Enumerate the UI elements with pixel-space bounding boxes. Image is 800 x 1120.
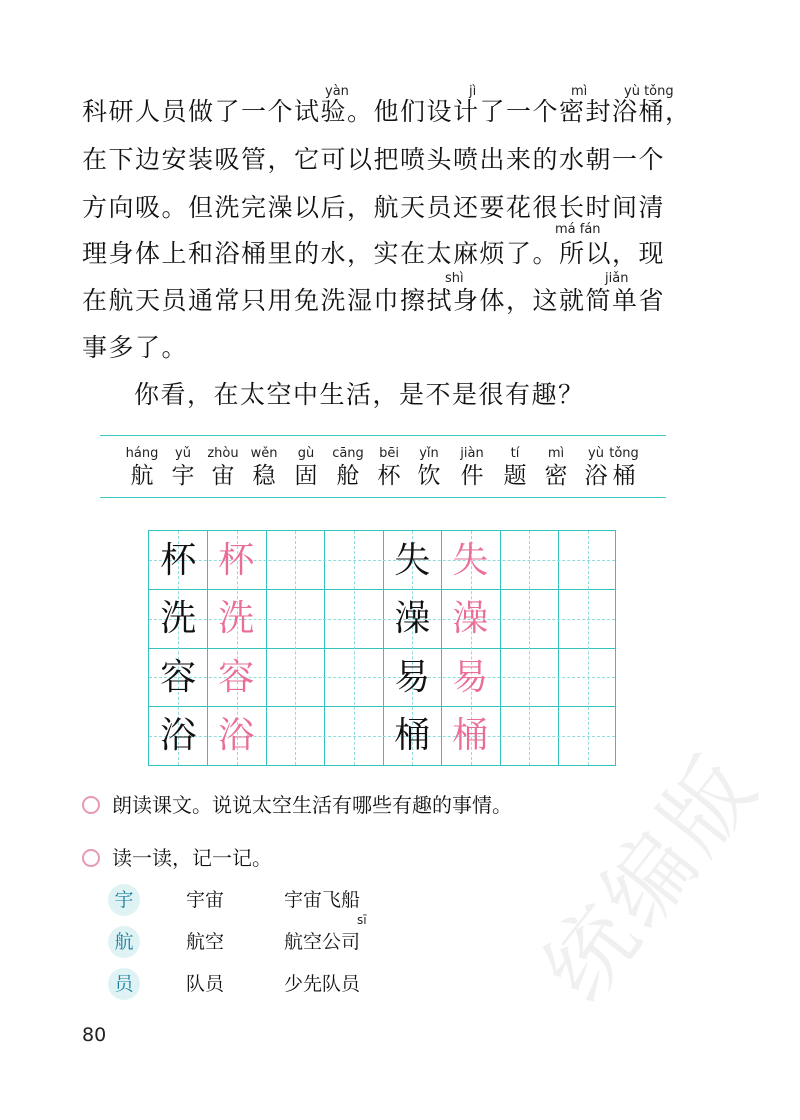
highlight-char: 员 [108, 968, 140, 1000]
band-top-line [100, 435, 666, 436]
paragraph-line: 方向吸。但洗完澡以后，航天员还要花很长时间清 [82, 193, 666, 222]
vocab-item: yù 浴 [584, 446, 608, 489]
word-row [108, 968, 408, 1000]
question-line: 你看，在太空中生活，是不是很有趣？ [134, 380, 585, 409]
circle-bullet-icon [82, 796, 100, 814]
paragraph-line: 科研人员做了一个试验。他们设计了一个密封浴桶， [82, 97, 692, 126]
watermark: 统编版 [523, 734, 779, 1020]
word-long: 少先队员 [284, 973, 361, 995]
pinyin-annotation: jiǎn [605, 271, 629, 286]
vocab-item: zhòu 宙 [207, 446, 239, 489]
model-char: 杯 [160, 540, 197, 581]
vocab-item: mì 密 [544, 446, 568, 489]
trace-char: 杯 [218, 540, 255, 581]
trace-char: 澡 [452, 598, 489, 639]
pinyin-annotation: má fán [555, 222, 601, 237]
pinyin-annotation: mì [571, 84, 588, 99]
pinyin-annotation: jì [469, 84, 477, 99]
paragraph-line: 在下边安装吸管，它可以把喷头喷出来的水朝一个 [82, 145, 666, 174]
vocab-item: háng 航 [125, 446, 159, 489]
trace-char: 易 [452, 657, 489, 698]
vocab-item: tǒng 桶 [609, 446, 639, 489]
highlight-char: 宇 [108, 884, 140, 916]
word-long: 宇宙飞船 [284, 889, 361, 911]
model-char: 易 [394, 657, 431, 698]
trace-char: 浴 [218, 715, 255, 756]
circle-bullet-icon [82, 849, 100, 867]
vocab-item: cāng 舱 [332, 446, 364, 489]
model-char: 澡 [394, 598, 431, 639]
writing-grid [148, 530, 616, 766]
vocab-item: tí 题 [503, 446, 527, 489]
trace-char: 桶 [452, 715, 489, 756]
word-long: 航空公司 [284, 931, 361, 953]
paragraph-line: 在航天员通常只用免洗湿巾擦拭身体，这就简单省 [82, 286, 666, 315]
pinyin-annotation: yù tǒng [624, 84, 674, 99]
word-row [108, 926, 408, 958]
word-row [108, 884, 408, 916]
pinyin-annotation: shì [445, 271, 464, 286]
trace-char: 容 [218, 657, 255, 698]
exercise-1: 朗读课文。说说太空生活有哪些有趣的事情。 [82, 792, 512, 818]
trace-char: 失 [452, 540, 489, 581]
trace-char: 洗 [218, 598, 255, 639]
pinyin-annotation: sī [357, 913, 367, 927]
word-short: 航空 [186, 931, 225, 953]
vocab-item: yǐn 饮 [417, 446, 441, 489]
vocab-item: bēi 杯 [377, 446, 401, 489]
highlight-char: 航 [108, 926, 140, 958]
page-number: 80 [82, 1024, 107, 1046]
vocab-item: wěn 稳 [250, 446, 278, 489]
model-char: 桶 [394, 715, 431, 756]
paragraph-line: 理身体上和浴桶里的水，实在太麻烦了。所以，现 [82, 239, 666, 268]
band-bottom-line [100, 497, 666, 498]
word-short: 宇宙 [186, 889, 225, 911]
exercise-2: 读一读，记一记。 [82, 845, 272, 871]
model-char: 容 [160, 657, 197, 698]
paragraph-line: 事多了。 [82, 333, 189, 362]
vocab-item: jiàn 件 [460, 446, 484, 489]
vocab-item: yǔ 宇 [171, 446, 195, 489]
model-char: 浴 [160, 715, 197, 756]
model-char: 失 [394, 540, 431, 581]
pinyin-annotation: yàn [325, 84, 349, 99]
vocab-item: gù 固 [294, 446, 318, 489]
word-short: 队员 [186, 973, 225, 995]
model-char: 洗 [160, 598, 197, 639]
